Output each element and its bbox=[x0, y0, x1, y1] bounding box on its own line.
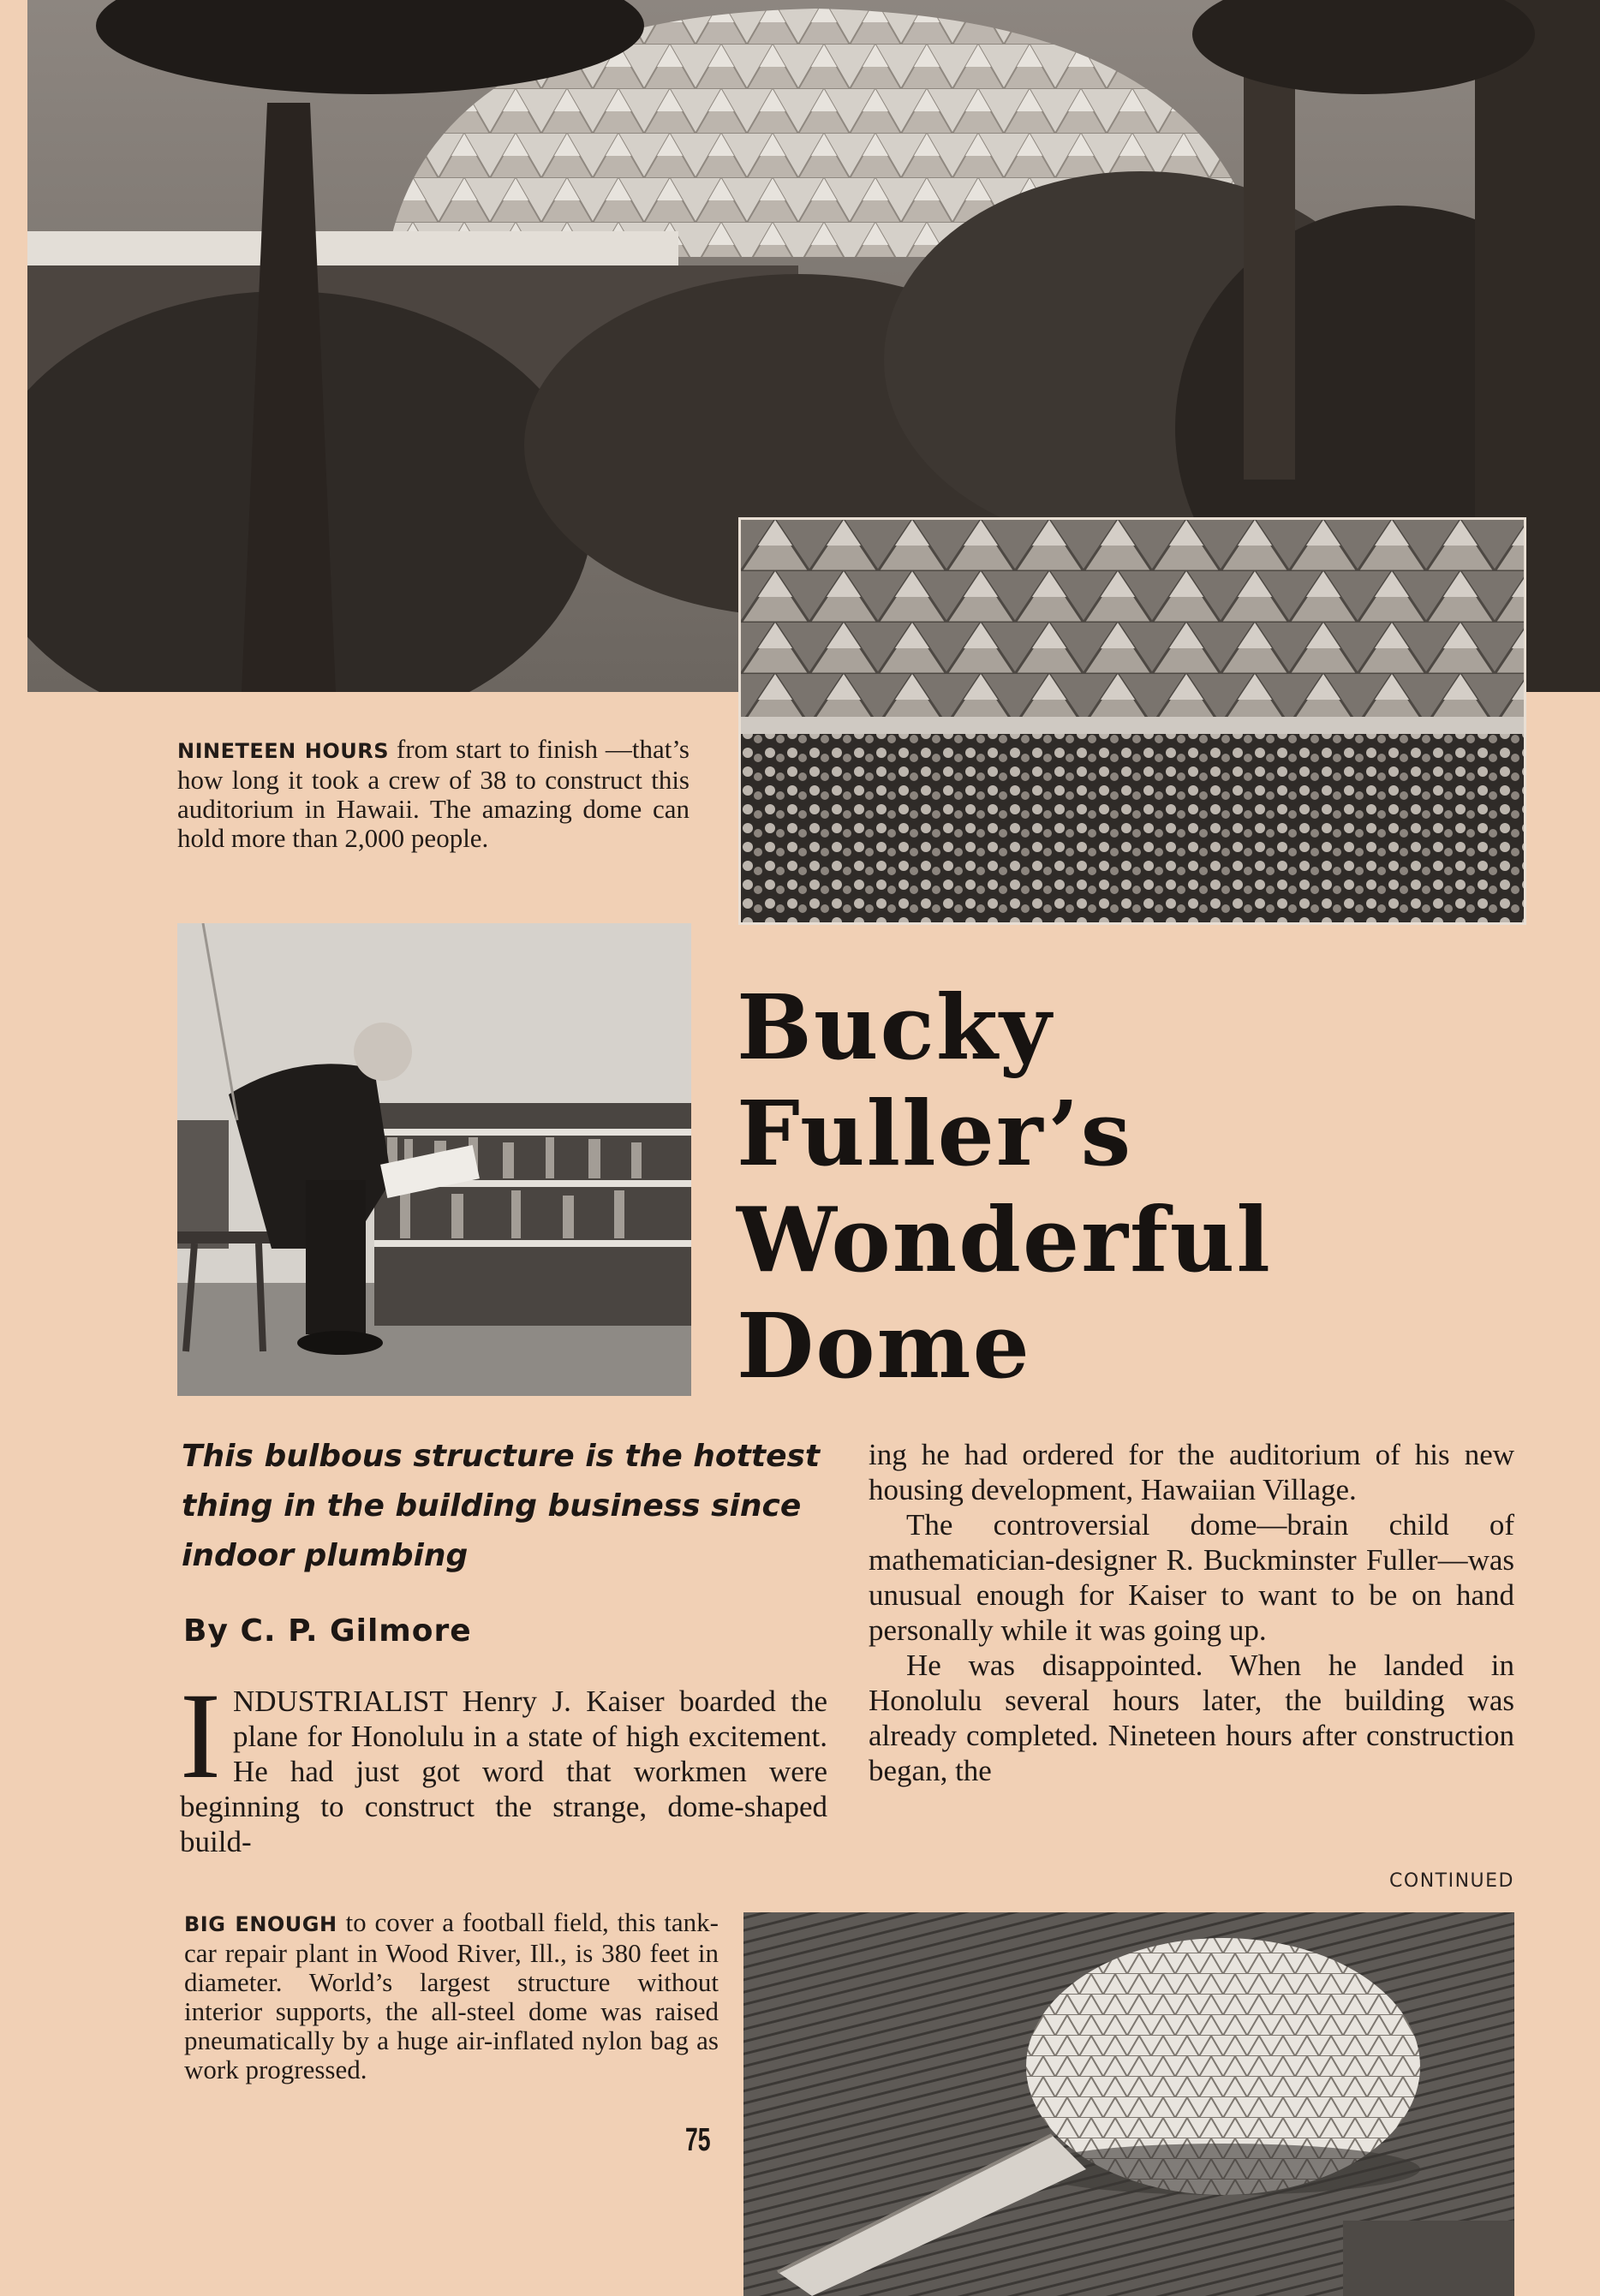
caption-tank-car-plant bbox=[184, 1908, 719, 2084]
drop-cap: I bbox=[180, 1668, 221, 1804]
title-line: Wonderful bbox=[737, 1187, 1272, 1292]
body-column-1 bbox=[180, 1668, 827, 1859]
caption-text: from start to finish —that’s how long it took a crew of 38 to construct this auditorium in Hawaii. The amazing dome can hold more than 2,000 people. bbox=[177, 734, 690, 853]
caption-lead: BIG ENOUGH bbox=[184, 1912, 337, 1936]
body-paragraph: ing he had ordered for the auditorium of his new housing development, Hawaiian Village. bbox=[869, 1438, 1514, 1506]
caption-text: to cover a football field, this tank-car repair plant in Wood River, Ill., is 380 feet in diameter. World’s largest structure without interior supports, the all-steel dome was raised pneumatically by a huge air-inflated nylon bag as work progressed. bbox=[184, 1907, 719, 2084]
body-column-2 bbox=[869, 1437, 1514, 1788]
title-line: Bucky bbox=[737, 975, 1054, 1080]
inset-photo-auditorium-interior bbox=[738, 517, 1526, 925]
article-title bbox=[737, 975, 1593, 1399]
title-line: Fuller’s bbox=[737, 1081, 1133, 1186]
caption-lead: NINETEEN HOURS bbox=[177, 739, 389, 763]
body-text: NDUSTRIALIST Henry J. Kaiser boarded the plane for Honolulu in a state of high excitement. He had just got word that workmen were beginning to construct the strange, dome-shaped build- bbox=[180, 1685, 827, 1858]
portrait-photo-man-reading bbox=[177, 923, 691, 1396]
body-paragraph: The controversial dome—brain child of mathematician-designer R. Buckminster Fuller—was unusual enough for Kaiser to want to be on hand personally while it was going up. bbox=[869, 1508, 1514, 1647]
continued-label: CONTINUED bbox=[1389, 1870, 1514, 1892]
caption-auditorium bbox=[177, 735, 690, 853]
aerial-photo-dome-plant bbox=[743, 1912, 1514, 2296]
title-line: Dome bbox=[737, 1293, 1031, 1398]
body-paragraph: He was disappointed. When he landed in Honolulu several hours later, the building was already completed. Nineteen hours after construction began, the bbox=[869, 1649, 1514, 1787]
byline: By C. P. Gilmore bbox=[183, 1613, 472, 1649]
article-subtitle: This bulbous structure is the hottest thing in the building business since indoor plumbing bbox=[182, 1439, 821, 1573]
page-number: 75 bbox=[685, 2122, 711, 2158]
